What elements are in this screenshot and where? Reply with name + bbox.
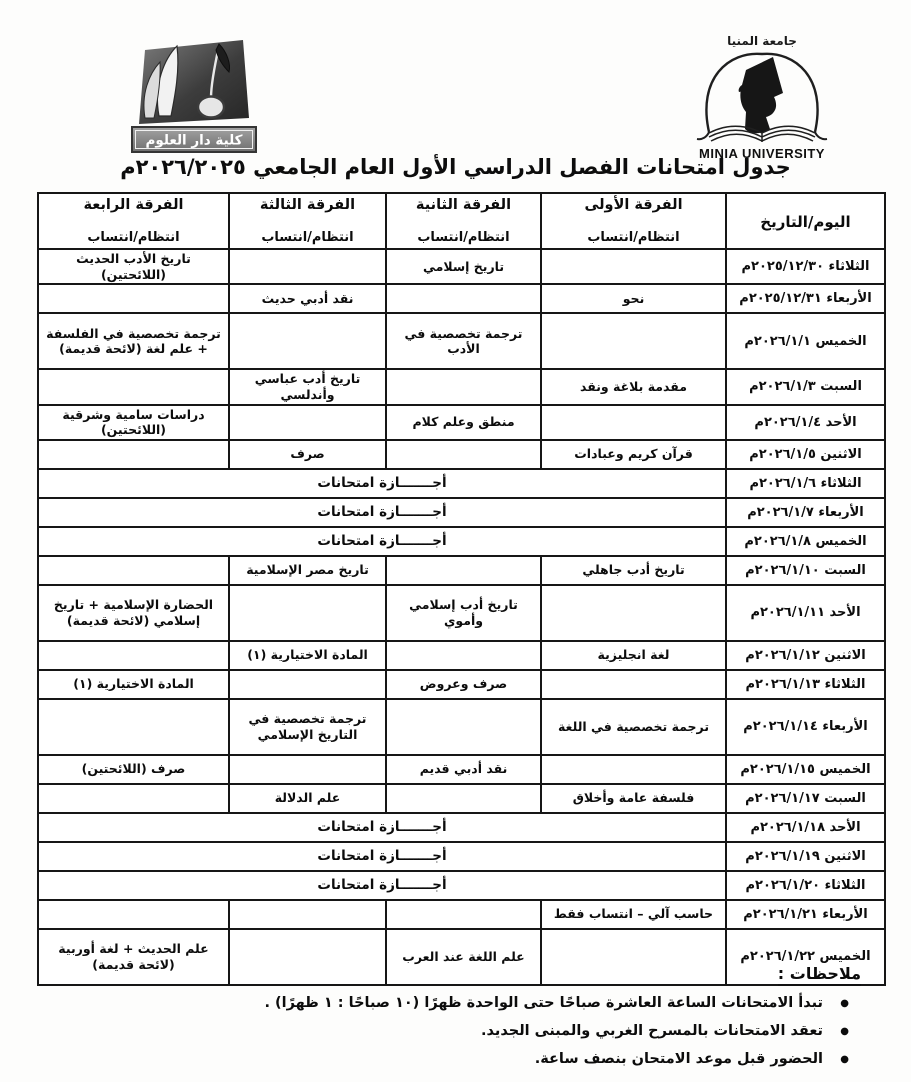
subject-cell-y1: تاريخ أدب جاهلي bbox=[541, 556, 726, 585]
subject-cell-y4 bbox=[38, 641, 229, 670]
subject-cell-y1: ترجمة تخصصية في اللغة bbox=[541, 699, 726, 755]
date-cell: الأحد ٢٠٢٦/١/١٨م bbox=[726, 813, 885, 842]
subject-cell-y4: الحضارة الإسلامية + تاريخ إسلامي (لائحة قديمة) bbox=[38, 585, 229, 641]
header-year1-subtitle: انتظام/انتساب bbox=[587, 230, 680, 245]
subject-cell-y2 bbox=[386, 900, 541, 929]
table-row bbox=[38, 585, 885, 641]
subject-cell-y2: علم اللغة عند العرب bbox=[386, 929, 541, 985]
table-row bbox=[38, 755, 885, 784]
header-year2-subtitle: انتظام/انتساب bbox=[417, 230, 510, 245]
subject-cell-y1: قرآن كريم وعبادات bbox=[541, 440, 726, 469]
arch-curl-left bbox=[697, 132, 709, 139]
subject-cell-y1: نحو bbox=[541, 284, 726, 313]
subject-cell-y2: تاريخ أدب إسلامي وأموي bbox=[386, 585, 541, 641]
table-row bbox=[38, 813, 885, 842]
date-cell: السبت ٢٠٢٦/١/٣م bbox=[726, 369, 885, 404]
subject-cell-y3: ترجمة تخصصية في التاريخ الإسلامي bbox=[229, 699, 386, 755]
date-cell: الأحد ٢٠٢٦/١/٤م bbox=[726, 405, 885, 440]
page-title: جدول امتحانات الفصل الدراسي الأول العام الجامعي ٢٠٢٦/٢٠٢٥م bbox=[120, 155, 791, 179]
table-row bbox=[38, 284, 885, 313]
table-row bbox=[38, 498, 885, 527]
subject-cell-y4 bbox=[38, 784, 229, 813]
subject-cell-y4: تاريخ الأدب الحديث (اللائحتين) bbox=[38, 249, 229, 284]
subject-cell-y4 bbox=[38, 369, 229, 404]
date-cell: الأربعاء ٢٠٢٦/١/٧م bbox=[726, 498, 885, 527]
date-cell: الاثنين ٢٠٢٦/١/١٢م bbox=[726, 641, 885, 670]
date-cell: الثلاثاء ٢٠٢٥/١٢/٣٠م bbox=[726, 249, 885, 284]
header-year3 bbox=[229, 193, 386, 249]
subject-cell-y3 bbox=[229, 585, 386, 641]
subject-cell-y1 bbox=[541, 249, 726, 284]
table-row bbox=[38, 670, 885, 699]
exam-schedule-table bbox=[37, 192, 886, 986]
notes-list bbox=[51, 994, 861, 1069]
subject-cell-y2 bbox=[386, 641, 541, 670]
arch-curl-right bbox=[815, 132, 827, 139]
table-row bbox=[38, 556, 885, 585]
table-row bbox=[38, 440, 885, 469]
university-logo-english-text: MINIA UNIVERSITY bbox=[699, 146, 825, 161]
date-cell: الأربعاء ٢٠٢٦/١/٢١م bbox=[726, 900, 885, 929]
table-row bbox=[38, 313, 885, 369]
subject-cell-y1: لغة انجليزية bbox=[541, 641, 726, 670]
subject-cell-y2 bbox=[386, 784, 541, 813]
note-item: ● الحضور قبل موعد الامتحان بنصف ساعة. bbox=[534, 1050, 849, 1067]
subject-cell-y3: نقد أدبي حديث bbox=[229, 284, 386, 313]
header-year3-title: الفرقة الثالثة bbox=[259, 197, 356, 213]
subject-cell-y1 bbox=[541, 755, 726, 784]
header-year2 bbox=[386, 193, 541, 249]
header-year3-subtitle: انتظام/انتساب bbox=[261, 230, 354, 245]
date-cell: السبت ٢٠٢٦/١/١٧م bbox=[726, 784, 885, 813]
subject-cell-y3 bbox=[229, 900, 386, 929]
subject-cell-y1 bbox=[541, 313, 726, 369]
subject-cell-y2 bbox=[386, 284, 541, 313]
table-row bbox=[38, 842, 885, 871]
holiday-cell: أجـــــــازة امتحانات bbox=[38, 498, 726, 527]
table-header-row bbox=[38, 193, 885, 249]
date-cell: الخميس ٢٠٢٦/١/٨م bbox=[726, 527, 885, 556]
subject-cell-y3 bbox=[229, 755, 386, 784]
table-row bbox=[38, 699, 885, 755]
subject-cell-y3: المادة الاختيارية (١) bbox=[229, 641, 386, 670]
table-row bbox=[38, 405, 885, 440]
date-cell: الاثنين ٢٠٢٦/١/٥م bbox=[726, 440, 885, 469]
subject-cell-y2 bbox=[386, 699, 541, 755]
bullet-icon: ● bbox=[840, 1025, 849, 1037]
subject-cell-y3 bbox=[229, 405, 386, 440]
subject-cell-y1: مقدمة بلاغة ونقد bbox=[541, 369, 726, 404]
subject-cell-y4 bbox=[38, 900, 229, 929]
header-day-date bbox=[726, 193, 885, 249]
subject-cell-y4: ترجمة تخصصية في الفلسفة + علم لغة (لائحة قديمة) bbox=[38, 313, 229, 369]
subject-cell-y2: تاريخ إسلامي bbox=[386, 249, 541, 284]
table-row bbox=[38, 871, 885, 900]
subject-cell-y1: حاسب آلي – انتساب فقط bbox=[541, 900, 726, 929]
subject-cell-y3: علم الدلالة bbox=[229, 784, 386, 813]
subject-cell-y2: صرف وعروض bbox=[386, 670, 541, 699]
inkwell bbox=[198, 97, 224, 118]
subject-cell-y1 bbox=[541, 585, 726, 641]
subject-cell-y4: علم الحديث + لغة أوربية (لائحة قديمة) bbox=[38, 929, 229, 985]
holiday-cell: أجـــــــازة امتحانات bbox=[38, 871, 726, 900]
date-cell: الخميس ٢٠٢٦/١/١م bbox=[726, 313, 885, 369]
holiday-cell: أجـــــــازة امتحانات bbox=[38, 842, 726, 871]
header-year4-title: الفرقة الرابعة bbox=[83, 197, 184, 213]
bullet-icon: ● bbox=[840, 998, 849, 1009]
subject-cell-y2 bbox=[386, 369, 541, 404]
header-year2-title: الفرقة الثانية bbox=[415, 197, 512, 213]
subject-cell-y1 bbox=[541, 405, 726, 440]
table-row bbox=[38, 784, 885, 813]
date-cell: الخميس ٢٠٢٦/١/١٥م bbox=[726, 755, 885, 784]
subject-cell-y2: منطق وعلم كلام bbox=[386, 405, 541, 440]
bullet-icon: ● bbox=[840, 1053, 849, 1065]
notes-section bbox=[51, 964, 861, 1078]
faculty-logo-graphic bbox=[123, 34, 268, 162]
subject-cell-y4 bbox=[38, 284, 229, 313]
date-cell: الأحد ٢٠٢٦/١/١١م bbox=[726, 585, 885, 641]
header-year1-title: الفرقة الأولى bbox=[584, 197, 683, 213]
date-cell: الأربعاء ٢٠٢٦/١/١٤م bbox=[726, 699, 885, 755]
date-cell: الثلاثاء ٢٠٢٦/١/٦م bbox=[726, 469, 885, 498]
minia-university-logo bbox=[684, 30, 840, 162]
subject-cell-y4 bbox=[38, 556, 229, 585]
faculty-logo-caption: كلية دار العلوم bbox=[145, 132, 243, 149]
date-cell: الخميس ٢٠٢٦/١/٢٢م bbox=[726, 929, 885, 985]
note-item: ● تعقد الامتحانات بالمسرح الغربي والمبنى الجديد. bbox=[481, 1022, 849, 1039]
holiday-cell: أجـــــــازة امتحانات bbox=[38, 813, 726, 842]
faculty-dar-aluloom-logo bbox=[123, 34, 268, 162]
subject-cell-y2: نقد أدبي قديم bbox=[386, 755, 541, 784]
subject-cell-y2: ترجمة تخصصية في الأدب bbox=[386, 313, 541, 369]
subject-cell-y4 bbox=[38, 699, 229, 755]
notes-heading: ملاحظات : bbox=[778, 964, 861, 986]
subject-cell-y3: تاريخ أدب عباسي وأندلسي bbox=[229, 369, 386, 404]
subject-cell-y1 bbox=[541, 670, 726, 699]
subject-cell-y4: دراسات سامية وشرقية (اللائحتين) bbox=[38, 405, 229, 440]
subject-cell-y3: صرف bbox=[229, 440, 386, 469]
header-day-date-label: اليوم/التاريخ bbox=[760, 212, 851, 231]
holiday-cell: أجـــــــازة امتحانات bbox=[38, 469, 726, 498]
table-row bbox=[38, 249, 885, 284]
subject-cell-y2 bbox=[386, 556, 541, 585]
note-item: ● تبدأ الامتحانات الساعة العاشرة صباحًا حتى الواحدة ظهرًا (١٠ صباحًا : ١ ظهرًا) . bbox=[264, 995, 849, 1011]
date-cell: السبت ٢٠٢٦/١/١٠م bbox=[726, 556, 885, 585]
date-cell: الأربعاء ٢٠٢٥/١٢/٣١م bbox=[726, 284, 885, 313]
table-row bbox=[38, 527, 885, 556]
table-row bbox=[38, 900, 885, 929]
holiday-cell: أجـــــــازة امتحانات bbox=[38, 527, 726, 556]
subject-cell-y1: فلسفة عامة وأخلاق bbox=[541, 784, 726, 813]
exam-table-body bbox=[38, 249, 885, 985]
date-cell: الثلاثاء ٢٠٢٦/١/٢٠م bbox=[726, 871, 885, 900]
subject-cell-y3 bbox=[229, 249, 386, 284]
header-year4-subtitle: انتظام/انتساب bbox=[87, 230, 180, 245]
date-cell: الثلاثاء ٢٠٢٦/١/١٣م bbox=[726, 670, 885, 699]
subject-cell-y4: صرف (اللائحتين) bbox=[38, 755, 229, 784]
university-logo-arabic-text: جامعة المنيا bbox=[727, 34, 797, 48]
subject-cell-y3 bbox=[229, 670, 386, 699]
header-year4 bbox=[38, 193, 229, 249]
table-row bbox=[38, 641, 885, 670]
subject-cell-y4: المادة الاختيارية (١) bbox=[38, 670, 229, 699]
subject-cell-y4 bbox=[38, 440, 229, 469]
date-cell: الاثنين ٢٠٢٦/١/١٩م bbox=[726, 842, 885, 871]
table-row bbox=[38, 369, 885, 404]
university-logo-graphic bbox=[684, 30, 840, 162]
subject-cell-y3: تاريخ مصر الإسلامية bbox=[229, 556, 386, 585]
table-row bbox=[38, 469, 885, 498]
subject-cell-y2 bbox=[386, 440, 541, 469]
header-year1 bbox=[541, 193, 726, 249]
subject-cell-y3 bbox=[229, 313, 386, 369]
nefertiti-silhouette bbox=[740, 57, 783, 133]
